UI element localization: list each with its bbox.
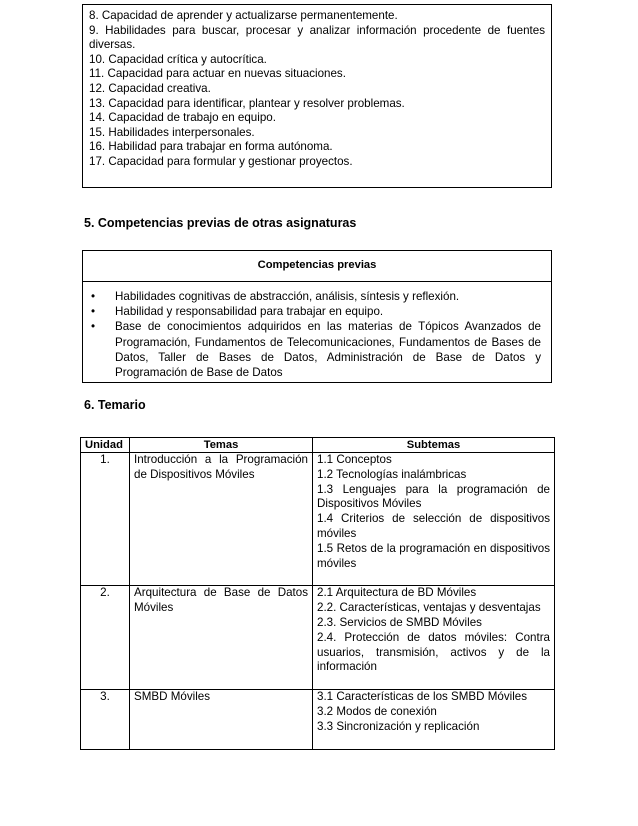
competency-line: 17. Capacidad para formular y gestionar proyectos. [89, 154, 353, 168]
prior-competency-text: Habilidad y responsabilidad para trabajar en equipo. [115, 305, 384, 319]
prior-competencies-box [82, 250, 552, 383]
subtopic-item: 2.2. Características, ventajas y desventajas [317, 601, 541, 615]
bullet-icon: • [91, 305, 96, 319]
competency-line: 14. Capacidad de trabajo en equipo. [89, 111, 276, 125]
prior-competencies-title: Competencias previas [257, 259, 377, 271]
topic-cell: Introducción a la Programación de Dispositivos Móviles [130, 453, 313, 586]
competency-line: 15. Habilidades interpersonales. [89, 125, 255, 139]
competency-line: 9. Habilidades para buscar, procesar y analizar información procedente de fuentes [89, 23, 545, 37]
column-header-unidad: Unidad [81, 438, 130, 453]
bullet-icon: • [91, 320, 96, 334]
prior-competencies-divider [83, 281, 551, 282]
subtopic-item: 1.4 Criterios de selección de dispositivos móviles [317, 512, 550, 540]
generic-competencies-box [82, 4, 552, 188]
subtopic-item: 3.3 Sincronización y replicación [317, 719, 480, 733]
column-header-subtemas: Subtemas [313, 438, 555, 453]
subtopics-cell [313, 453, 555, 586]
prior-competency-item [89, 319, 541, 380]
competency-line: diversas. [89, 38, 136, 52]
prior-competency-text: Base de conocimientos adquiridos en las materias de Tópicos Avanzados de Programación, Fundamentos de Telecomunicaciones, Fundamentos de Bases de Datos, Taller de Bases de Datos, Administración de Base de Datos y Programación de Base de Datos [115, 320, 541, 380]
prior-competencies-list [89, 289, 541, 380]
competency-line: 10. Capacidad crítica y autocrítica. [89, 52, 267, 66]
subtopic-item: 2.4. Protección de datos móviles: Contra usuarios, transmisión, activos y de la información [317, 630, 550, 674]
subtopic-item: 3.2 Modos de conexión [317, 704, 437, 718]
competency-line: 12. Capacidad creativa. [89, 81, 211, 95]
table-row [81, 690, 555, 749]
subtopic-item: 3.1 Características de los SMBD Móviles [317, 690, 528, 704]
competency-line: 8. Capacidad de aprender y actualizarse permanentemente. [89, 9, 398, 22]
subtopic-item: 2.3. Servicios de SMBD Móviles [317, 615, 482, 629]
prior-competency-item [89, 289, 541, 304]
subtopic-item: 1.1 Conceptos [317, 453, 392, 466]
topic-cell: Arquitectura de Base de Datos Móviles [130, 586, 313, 690]
table-row [81, 453, 555, 586]
section-6-heading: 6. Temario [84, 398, 146, 412]
unit-number: 2. [81, 586, 130, 690]
section-5-heading: 5. Competencias previas de otras asignaturas [84, 216, 357, 230]
table-row [81, 586, 555, 690]
competency-line: 16. Habilidad para trabajar en forma autónoma. [89, 140, 333, 154]
subtopic-item: 1.2 Tecnologías inalámbricas [317, 467, 467, 481]
column-header-temas: Temas [130, 438, 313, 453]
competency-line: 11. Capacidad para actuar en nuevas situaciones. [89, 67, 346, 81]
prior-competency-item [89, 304, 541, 319]
syllabus-header-row [81, 438, 555, 453]
subtopics-cell [313, 690, 555, 749]
subtopic-item: 1.5 Retos de la programación en dispositivos móviles [317, 541, 550, 570]
subtopics-cell [313, 586, 555, 690]
subtopic-item: 1.3 Lenguajes para la programación de Dispositivos Móviles [317, 482, 550, 511]
prior-competency-text: Habilidades cognitivas de abstracción, análisis, síntesis y reflexión. [115, 290, 460, 303]
bullet-icon: • [91, 290, 96, 303]
subtopic-item: 2.1 Arquitectura de BD Móviles [317, 586, 477, 600]
topic-cell: SMBD Móviles [130, 690, 313, 749]
competency-line: 13. Capacidad para identificar, plantear y resolver problemas. [89, 96, 405, 110]
unit-number: 3. [81, 690, 130, 749]
syllabus-table [80, 437, 555, 750]
unit-number: 1. [81, 453, 130, 586]
